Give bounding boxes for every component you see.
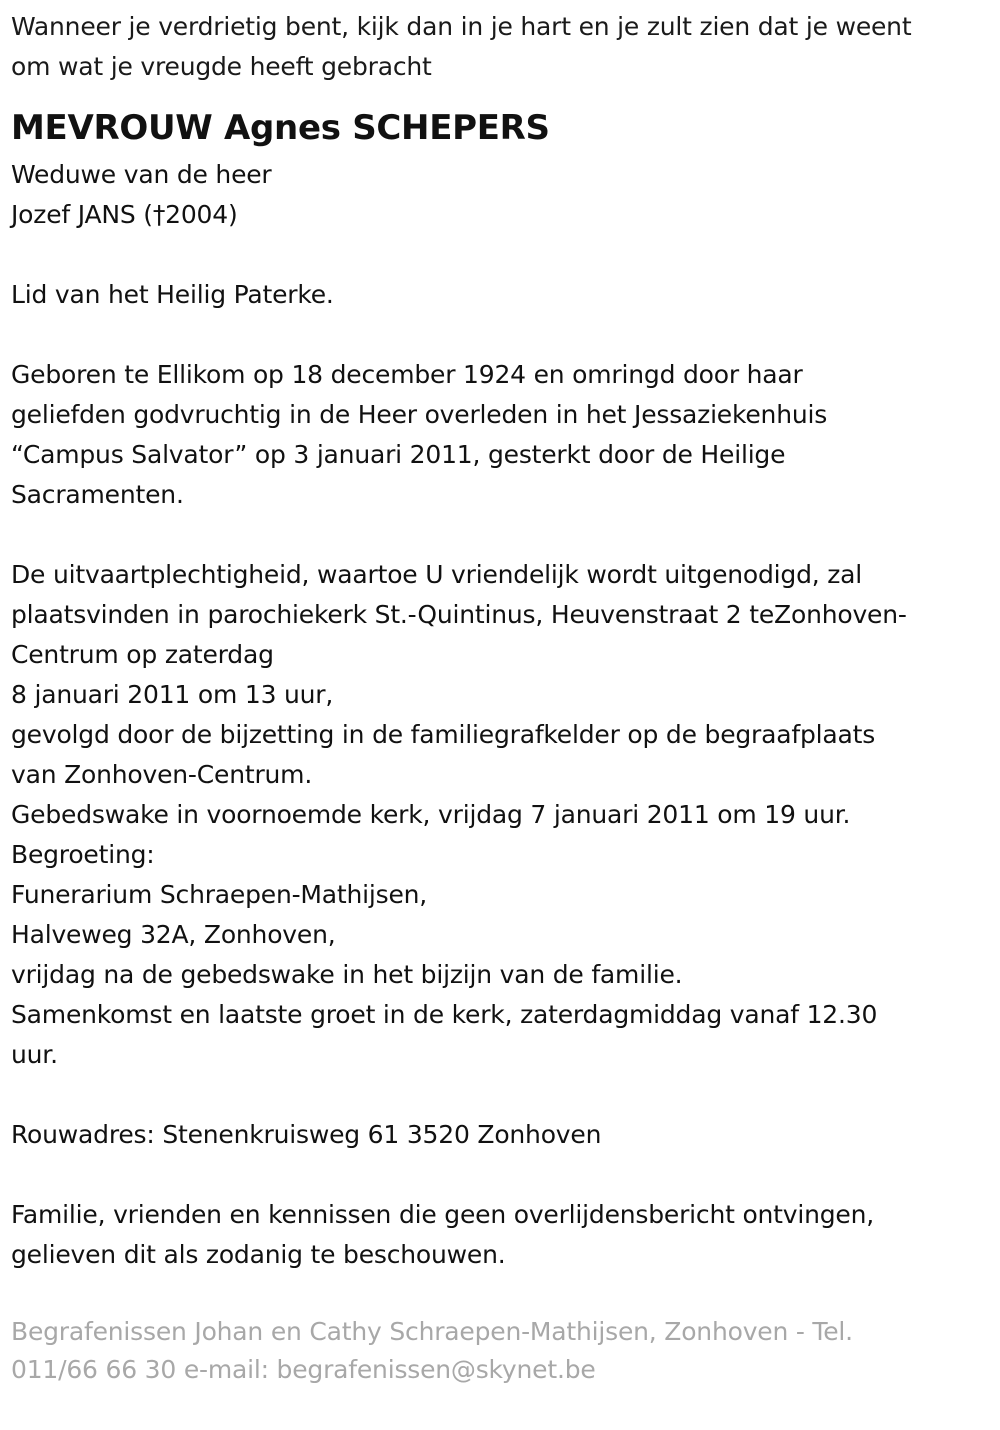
spacer xyxy=(11,1075,990,1115)
motto-line-1: Wanneer je verdrietig bent, kijk dan in je hart en je zult zien dat je weent xyxy=(11,12,912,41)
spacer xyxy=(11,1155,990,1195)
funeral-paragraph xyxy=(11,555,990,1075)
funeral-line: gevolgd door de bijzetting in de familiegrafkelder op de begraafplaats xyxy=(11,720,876,749)
birth-death-line: Geboren te Ellikom op 18 december 1924 en omringd door haar xyxy=(11,360,803,389)
funeral-line: De uitvaartplechtigheid, waartoe U vriendelijk wordt uitgenodigd, zal xyxy=(11,560,863,589)
funeral-line: plaatsvinden in parochiekerk St.-Quintinus, Heuvenstraat 2 teZonhoven- xyxy=(11,600,907,629)
spacer xyxy=(11,235,990,275)
notice-line: gelieven dit als zodanig te beschouwen. xyxy=(11,1240,506,1269)
funeral-line: vrijdag na de gebedswake in het bijzijn van de familie. xyxy=(11,960,683,989)
notice-line: Familie, vrienden en kennissen die geen overlijdensbericht ontvingen, xyxy=(11,1200,875,1229)
funeral-line: Gebedswake in voornoemde kerk, vrijdag 7 januari 2011 om 19 uur. xyxy=(11,800,851,829)
widow-line-2: Jozef JANS (†2004) xyxy=(11,200,238,229)
birth-death-paragraph xyxy=(11,355,990,515)
funeral-line: van Zonhoven-Centrum. xyxy=(11,760,313,789)
motto-line-2: om wat je vreugde heeft gebracht xyxy=(11,52,432,81)
notice-paragraph xyxy=(11,1195,990,1275)
widow-line-1: Weduwe van de heer xyxy=(11,160,272,189)
funeral-line: Begroeting: xyxy=(11,840,155,869)
birth-death-line: geliefden godvruchtig in de Heer overleden in het Jessaziekenhuis xyxy=(11,400,828,429)
birth-death-line: “Campus Salvator” op 3 januari 2011, gesterkt door de Heilige xyxy=(11,440,786,469)
mourning-address: Rouwadres: Stenenkruisweg 61 3520 Zonhoven xyxy=(11,1120,602,1149)
deceased-name: MEVROUW Agnes SCHEPERS xyxy=(11,108,550,148)
birth-death-line: Sacramenten. xyxy=(11,480,184,509)
widow-info xyxy=(11,155,990,235)
funeral-line: Halveweg 32A, Zonhoven, xyxy=(11,920,336,949)
funeral-line: Funerarium Schraepen-Mathijsen, xyxy=(11,880,428,909)
funeral-line: 8 januari 2011 om 13 uur, xyxy=(11,680,334,709)
membership-line: Lid van het Heilig Paterke. xyxy=(11,280,334,309)
motto-quote xyxy=(11,7,990,87)
spacer xyxy=(11,515,990,555)
footer-line-2: 011/66 66 30 e-mail: begrafenissen@skynet.be xyxy=(11,1355,596,1384)
spacer xyxy=(11,315,990,355)
funeral-line: Centrum op zaterdag xyxy=(11,640,274,669)
funeral-line: uur. xyxy=(11,1040,58,1069)
footer-line-1: Begrafenissen Johan en Cathy Schraepen-Mathijsen, Zonhoven - Tel. xyxy=(11,1317,853,1346)
funeral-line: Samenkomst en laatste groet in de kerk, zaterdagmiddag vanaf 12.30 xyxy=(11,1000,878,1029)
funeral-home-footer xyxy=(11,1313,990,1389)
spacer xyxy=(11,1275,990,1313)
